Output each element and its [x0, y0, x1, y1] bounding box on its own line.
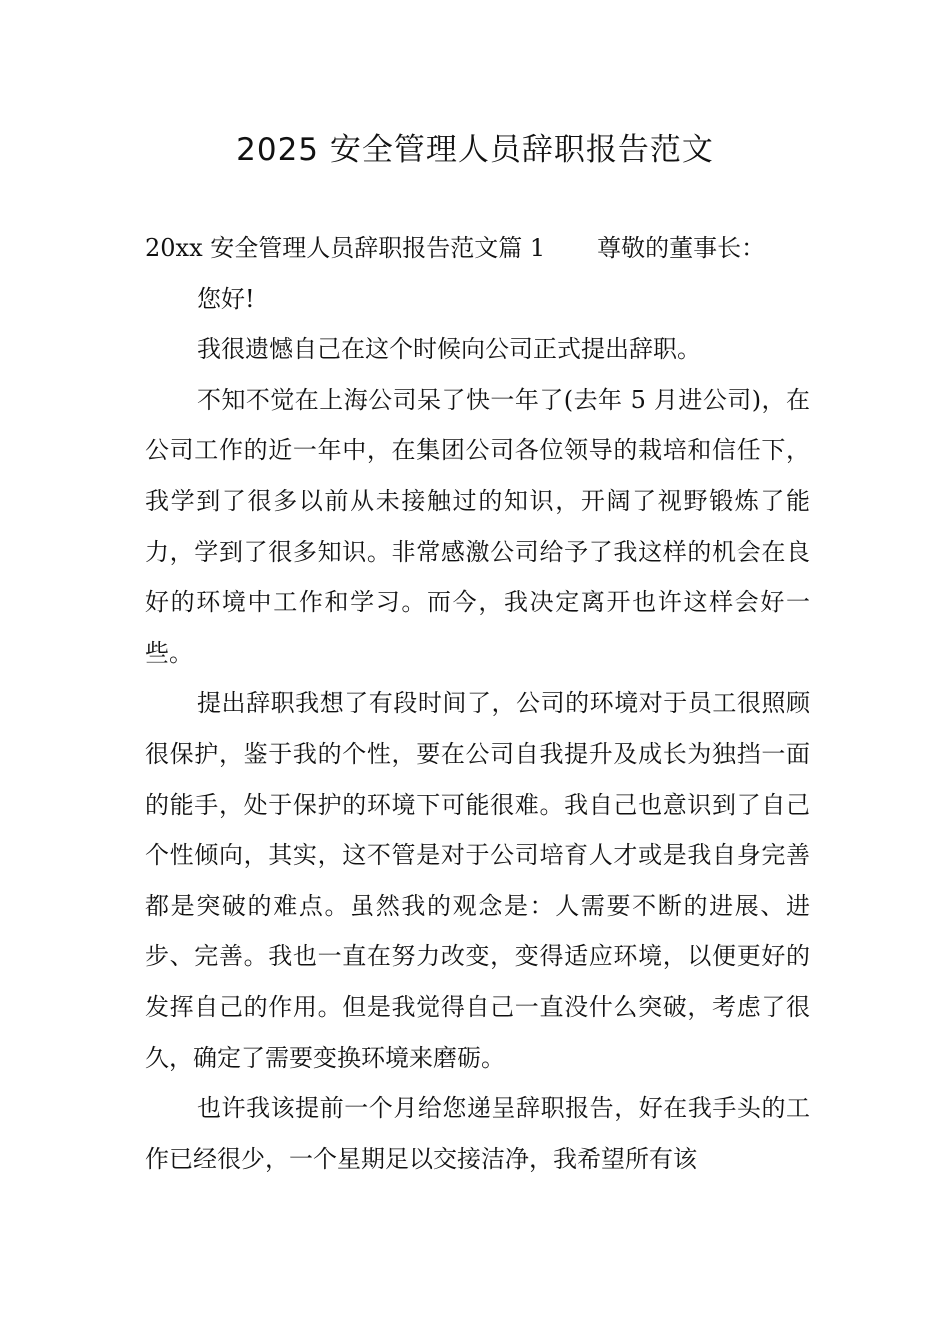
salutation: 尊敬的董事长：	[597, 234, 766, 262]
paragraph-1: 我很遗憾自己在这个时候向公司正式提出辞职。	[197, 335, 701, 364]
paragraph-2: 不知不觉在上海公司呆了快一年了(去年 5 月进公司)，在公司工作的近一年中，在集团公司各位领导的栽培和信任下，我学到了很多以前从未接触过的知识，开阔了视野锻炼了能力，学到了很多知识。非常感激公司给予了我这样的机会在良好的环境中工作和学习。而今，我决定离开也许这样会好一些。	[145, 385, 810, 667]
paragraph-3: 提出辞职我想了有段时间了，公司的环境对于员工很照顾很保护，鉴于我的个性，要在公司自我提升及成长为独挡一面的能手，处于保护的环境下可能很难。我自己也意识到了自己个性倾向，其实，这不管是对于公司培育人才或是我自身完善都是突破的难点。虽然我的观念是：人需要不断的进展、进步、完善。我也一直在努力改变，变得适应环境，以便更好的发挥自己的作用。但是我觉得自己一直没什么突破，考虑了很久，确定了需要变换环境来磨砺。	[145, 689, 810, 1072]
paragraph-4: 也许我该提前一个月给您递呈辞职报告，好在我手头的工作已经很少，一个星期足以交接洁净，我希望所有该	[145, 1094, 810, 1173]
document-body	[145, 223, 810, 1184]
greeting: 您好!	[197, 284, 255, 313]
section-heading: 20xx 安全管理人员辞职报告范文篇 1	[145, 234, 546, 262]
heading-line	[145, 223, 810, 274]
document-title: 2025 安全管理人员辞职报告范文	[236, 132, 714, 168]
